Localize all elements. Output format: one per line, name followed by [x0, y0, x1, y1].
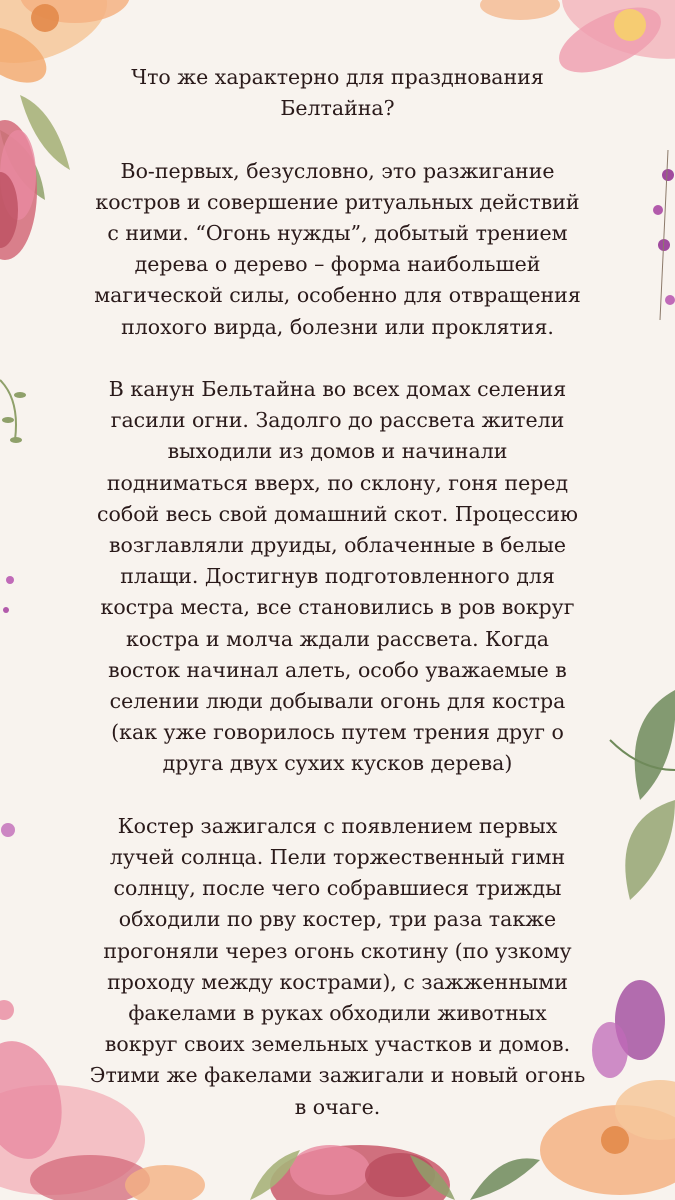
protea-bottom-center [250, 1145, 455, 1200]
text-line: солнцу, после чего собравшиеся трижды [113, 876, 562, 901]
text-line: лучей солнца. Пели торжественный гимн [109, 845, 566, 870]
purple-buds-right-top [653, 150, 675, 320]
paragraph-3 [40, 811, 635, 1123]
text-line: костра места, все становились в ров вокруг [100, 595, 575, 620]
text-line: магической силы, особенно для отвращения [94, 283, 581, 308]
text-line: выходили из домов и начинали [167, 439, 508, 464]
text-line: Этими же факелами зажигали и новый огонь [89, 1063, 586, 1088]
protea-left [0, 120, 37, 260]
title [40, 62, 635, 124]
text-line: селении люди добывали огонь для костра [109, 689, 566, 714]
title-line: Белтайна? [280, 96, 395, 121]
paragraph-2 [40, 374, 635, 780]
text-line: прогоняли через огонь скотину (по узкому [103, 938, 572, 963]
text-line: обходили по рву костер, три раза также [118, 907, 557, 932]
text-line: (как уже говорилось путем трения друг о [111, 720, 564, 745]
text-line: вокруг своих земельных участков и домов. [104, 1032, 571, 1057]
text-line: плащи. Достигнув подготовленного для [120, 564, 555, 589]
text-line: собой весь свой домашний скот. Процессию [97, 501, 578, 526]
text-line: факелами в руках обходили животных [128, 1001, 547, 1026]
text-line: с ними. “Огонь нужды”, добытый трением [107, 221, 568, 245]
text-line: Во-первых, безусловно, это разжигание [120, 158, 555, 183]
text-line: восток начинал алеть, особо уважаемые в [108, 657, 567, 682]
text-line: костров и совершение ритуальных действий [95, 189, 580, 214]
text-line: проходу между кострами), с зажженными [107, 969, 568, 994]
text-line: Костер зажигался с появлением первых [117, 813, 558, 838]
title-line: Что же характерно для празднования [131, 65, 544, 89]
text-line: В канун Бельтайна во всех домах селения [108, 377, 567, 401]
text-line: друга двух сухих кусков дерева) [162, 751, 513, 776]
text-line: в очаге. [294, 1094, 381, 1119]
text-line: гасили огни. Задолго до рассвета жители [110, 408, 565, 433]
text-line: возглавляли друиды, облаченные в белые [108, 533, 567, 558]
text-line: подниматься вверх, по склону, гоня перед [106, 470, 569, 495]
text-line: плохого вирда, болезни или проклятия. [121, 314, 554, 339]
flower-left-lower [0, 823, 15, 1020]
text-line: костра и молча ждали рассвета. Когда [126, 626, 549, 651]
paragraph-1 [40, 156, 635, 343]
text-line: дерева о дерево – форма наибольшей [134, 252, 541, 277]
sprig-left-middle [0, 380, 26, 613]
article-text [40, 62, 635, 1123]
